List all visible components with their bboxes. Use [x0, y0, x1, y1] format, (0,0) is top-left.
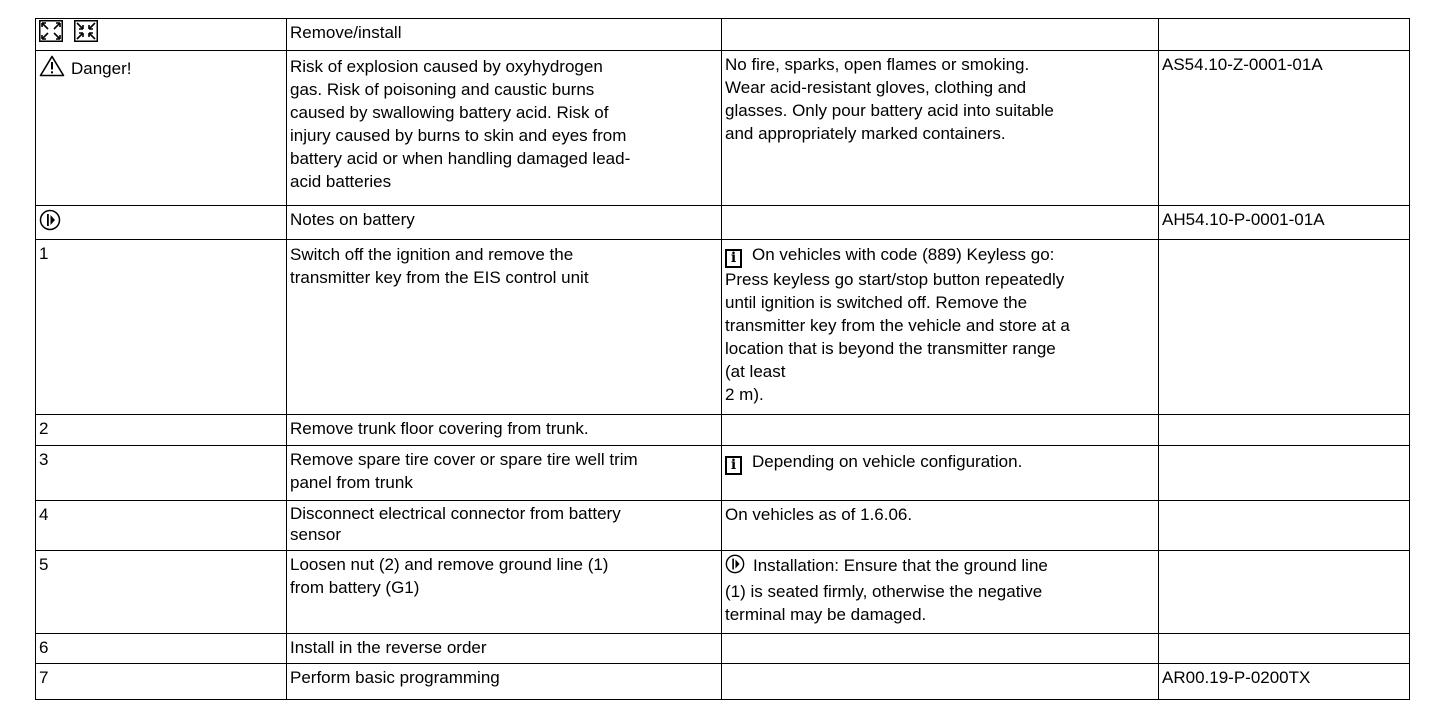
step-number: 5 [39, 555, 49, 574]
reference-cell [1159, 51, 1410, 206]
reference-cell [1159, 240, 1410, 415]
table-row [36, 240, 1410, 415]
step-cell [36, 551, 287, 634]
remove-install-icon [39, 20, 63, 48]
note-cell [722, 415, 1159, 446]
note-cell [722, 664, 1159, 700]
step-cell [36, 634, 287, 664]
table-row [36, 501, 1410, 551]
table-row [36, 634, 1410, 664]
operation-cell: Switch off the ignition and remove the transmitter key from the EIS control unit [287, 240, 722, 415]
table-row [36, 415, 1410, 446]
step-cell [36, 501, 287, 551]
info-icon: i [725, 249, 742, 268]
step-cell [36, 19, 287, 51]
reference-link[interactable]: AS54.10-Z-0001-01A [1162, 55, 1323, 74]
table-row [36, 551, 1410, 634]
danger-label: Danger! [71, 59, 132, 78]
reference-cell [1159, 551, 1410, 634]
reference-cell [1159, 446, 1410, 501]
remove-install-icon [74, 20, 98, 48]
reference-cell [1159, 19, 1410, 51]
warning-triangle-icon [39, 55, 65, 83]
reference-link[interactable]: AH54.10-P-0001-01A [1162, 210, 1325, 229]
step-number: 6 [39, 638, 49, 657]
operation-cell: Remove trunk floor covering from trunk. [287, 415, 722, 446]
step-cell [36, 240, 287, 415]
reference-cell [1159, 664, 1410, 700]
step-number: 2 [39, 419, 49, 438]
step-cell [36, 51, 287, 206]
step-cell [36, 206, 287, 240]
table-row [36, 206, 1410, 240]
table-row [36, 19, 1410, 51]
step-number: 3 [39, 450, 49, 469]
note-cell: On vehicles as of 1.6.06. [722, 501, 1159, 551]
note-cell: Installation: Ensure that the ground line (1) is seated firmly, otherwise the negative terminal may be damaged. [722, 551, 1159, 634]
operation-cell: Risk of explosion caused by oxyhydrogen gas. Risk of poisoning and caustic burns caused by swallowing battery acid. Risk of injury caused by burns to skin and eyes from battery acid or when handling damaged lead- acid batteries [287, 51, 722, 206]
table-row [36, 51, 1410, 206]
operation-cell: Disconnect electrical connector from battery sensor [287, 501, 722, 551]
operation-cell: Perform basic programming [287, 664, 722, 700]
reference-cell [1159, 206, 1410, 240]
note-cell [722, 206, 1159, 240]
installation-pointer-icon [725, 554, 745, 580]
operation-cell: Remove/install [287, 19, 722, 51]
note-cell: No fire, sparks, open flames or smoking. Wear acid-resistant gloves, clothing and glasses. Only pour battery acid into suitable and appropriately marked containers. [722, 51, 1159, 206]
step-cell [36, 664, 287, 700]
operation-cell: Notes on battery [287, 206, 722, 240]
notes-pointer-icon [39, 209, 61, 237]
step-number: 7 [39, 668, 49, 687]
note-cell: i On vehicles with code (889) Keyless go: Press keyless go start/stop button repeatedly until ignition is switched off. Remove the transmitter key from the vehicle and store at a location that is beyond the transmitter range (at least 2 m). [722, 240, 1159, 415]
operation-cell: Loosen nut (2) and remove ground line (1) from battery (G1) [287, 551, 722, 634]
step-cell [36, 446, 287, 501]
table-row [36, 664, 1410, 700]
note-cell: i Depending on vehicle configuration. [722, 446, 1159, 501]
note-cell [722, 19, 1159, 51]
reference-link[interactable]: AR00.19-P-0200TX [1162, 668, 1311, 687]
step-number: 1 [39, 244, 49, 263]
table-row [36, 446, 1410, 501]
info-icon: i [725, 456, 742, 475]
operation-cell: Install in the reverse order [287, 634, 722, 664]
step-number: 4 [39, 505, 49, 524]
procedure-table [35, 18, 1410, 700]
note-cell [722, 634, 1159, 664]
operation-cell: Remove spare tire cover or spare tire well trim panel from trunk [287, 446, 722, 501]
reference-cell [1159, 634, 1410, 664]
reference-cell [1159, 501, 1410, 551]
reference-cell [1159, 415, 1410, 446]
step-cell [36, 415, 287, 446]
